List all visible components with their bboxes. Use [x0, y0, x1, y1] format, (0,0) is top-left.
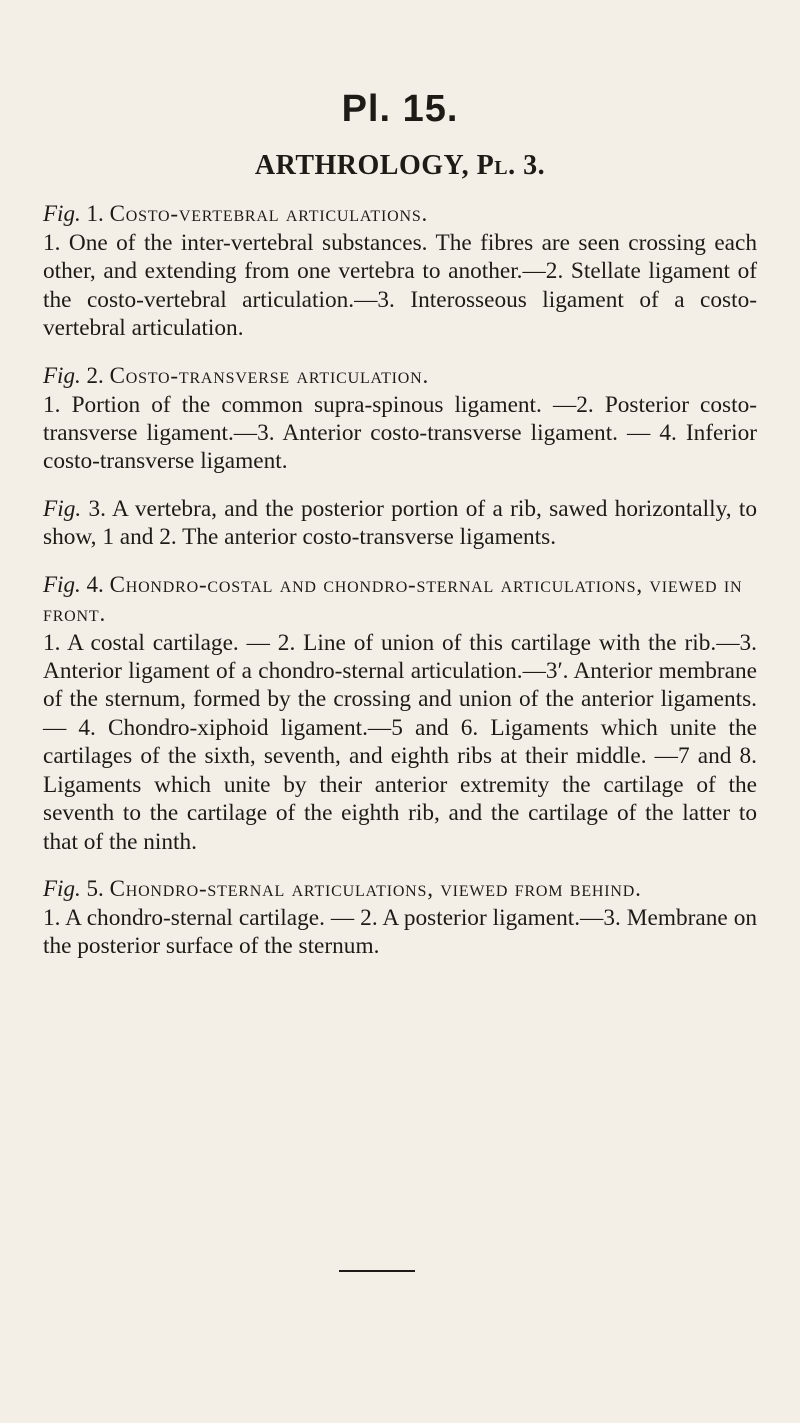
end-rule-divider [339, 1270, 415, 1272]
figure-label: Fig. [43, 571, 81, 597]
figure-description: 1. A costal cartilage. — 2. Line of union of this cartilage with the rib.—3. Anterior ligament of a chondro-sternal articulation.—3′. Anterior membrane of the sternum, formed by the crossing and union of the anterior ligaments. — 4. Chondro-xiphoid ligament.—5 and 6. Ligaments which unite the cartilages of the sixth, seventh, and eighth ribs at their middle. —7 and 8. Ligaments which unite by their anterior extremity the cartilage of the seventh to the cartilage of the eighth rib, and the cartilage of the latter to that of the ninth. [43, 629, 757, 855]
figure-legend-5 [43, 875, 757, 961]
section-title [0, 150, 800, 182]
figure-heading [43, 200, 757, 229]
figure-legend-3 [43, 495, 757, 552]
figure-label: Fig. [43, 495, 82, 522]
plate-label: Pl. 15. [341, 88, 459, 130]
figure-heading [43, 875, 757, 904]
figure-heading [43, 362, 757, 391]
figure-description: 1. One of the inter-vertebral substances. The fibres are seen crossing each other, and extending from one vertebra to another.—2. Stellate ligament of the costo-vertebral articulation.—3. Interosseous ligament of a costo-vertebral articulation. [43, 230, 757, 342]
figure-number: 3. [88, 495, 106, 522]
figure-legend-1 [43, 200, 757, 343]
figure-title: Chondro-sternal articulations, viewed from behind. [109, 875, 642, 901]
figure-legend-4 [43, 571, 757, 856]
figure-title: Chondro-costal and chondro-sternal articulations, viewed in front. [43, 571, 743, 626]
figure-label: Fig. [43, 362, 81, 388]
figure-legend-2 [43, 362, 757, 476]
figure-title: Costo-transverse articulation. [109, 362, 430, 388]
figure-heading [43, 571, 757, 629]
figure-description: 1. Portion of the common supra-spinous ligament. —2. Posterior costo-transverse ligament.—3. Anterior costo-transverse ligament. — 4. Inferior costo-transverse ligament. [43, 391, 757, 475]
figure-label: Fig. [43, 201, 81, 226]
figure-description [43, 495, 757, 552]
section-title-main: ARTHROLOGY, [254, 150, 470, 181]
figure-description: 1. A chondro-sternal cartilage. — 2. A posterior ligament.—3. Membrane on the posterior surface of the sternum. [43, 904, 757, 960]
figure-description-text: A vertebra, and the posterior portion of a rib, sawed horizontally, to show, 1 and 2. The anterior costo-transverse ligaments. [43, 495, 757, 551]
figure-number: 5. [86, 875, 104, 901]
figure-title: Costo-vertebral articulations. [109, 201, 429, 226]
figure-number: 2. [86, 362, 104, 388]
figure-number: 4. [86, 571, 104, 597]
figure-number: 1. [86, 201, 104, 226]
figure-label: Fig. [43, 875, 81, 901]
figure-legends [43, 200, 757, 980]
section-title-plate: Pl. 3. [476, 150, 546, 181]
